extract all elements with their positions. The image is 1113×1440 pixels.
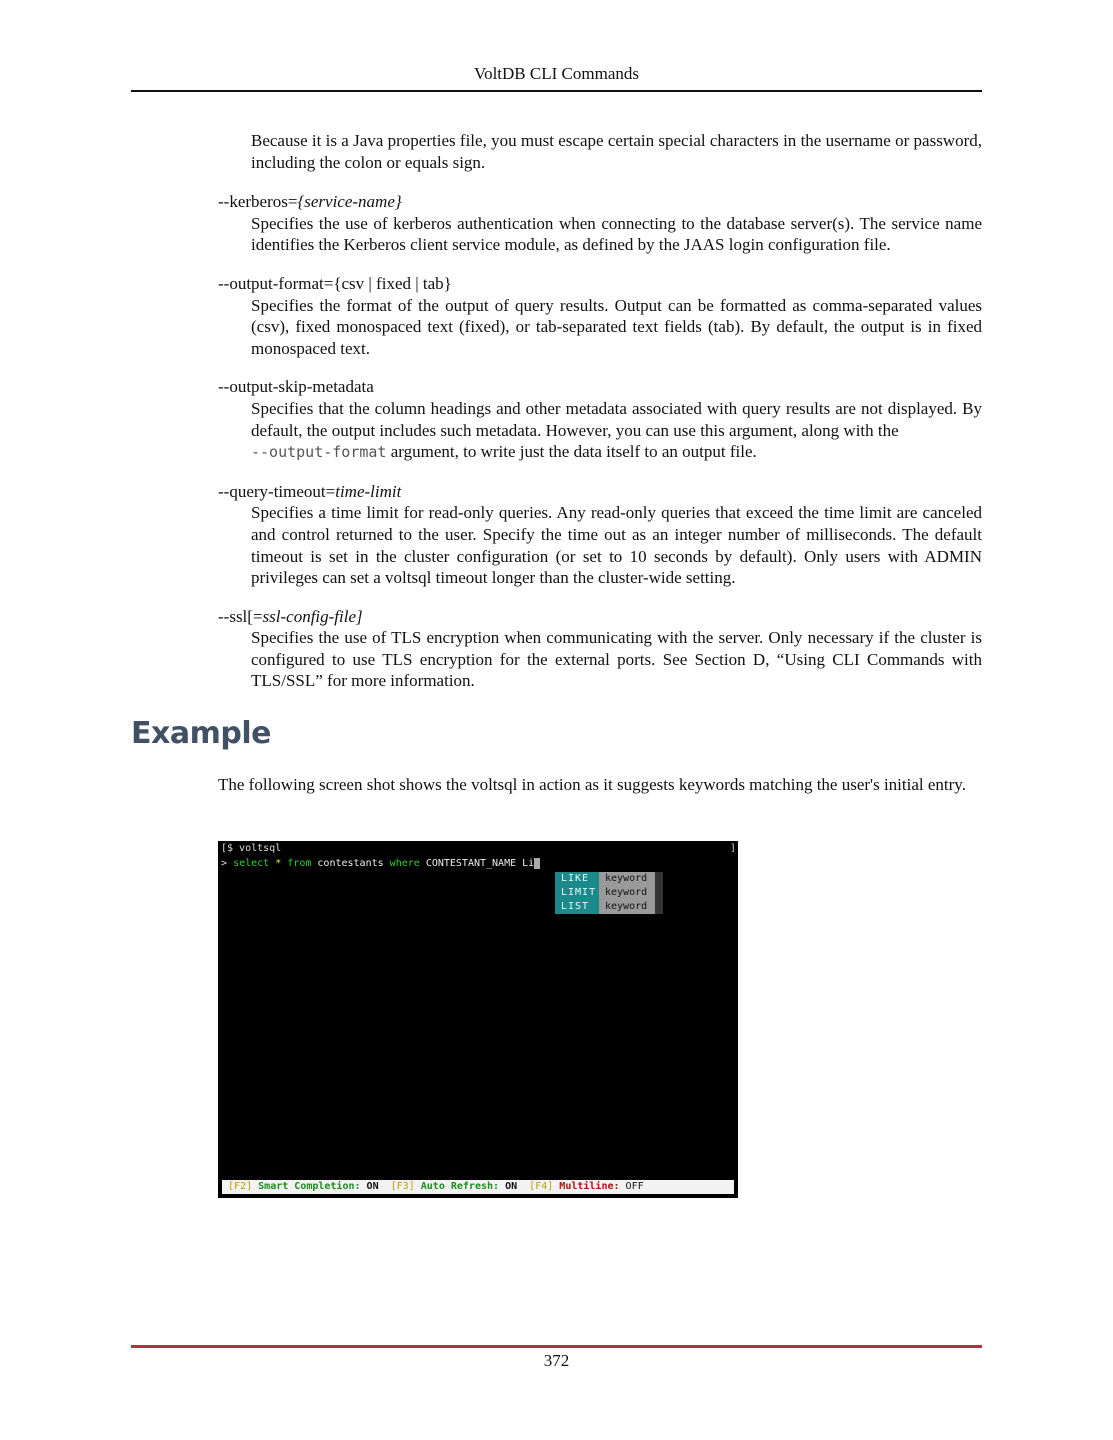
query-where-keyword: where	[389, 858, 420, 869]
option-term-output-skip-metadata	[218, 376, 982, 398]
option-param: {service-name}	[297, 192, 402, 212]
example-intro: The following screen shot shows the voltsql in action as it suggests keywords matching the user's initial entry.	[218, 775, 966, 794]
f3-label: Auto Refresh:	[420, 1181, 500, 1192]
option-flag: --output-format={csv | fixed | tab}	[218, 273, 452, 293]
header-rule	[131, 90, 982, 92]
completion-item[interactable]	[555, 872, 663, 886]
completion-meta: keyword	[599, 900, 655, 914]
option-term-output-format	[218, 273, 982, 295]
option-desc-query-timeout: Specifies a time limit for read-only queries. Any read-only queries that exceed the time limit are canceled and control returned to the user. Specify the time out as an integer number of milliseconds. The default timeout is set in the cluster configuration (or set to 10 seconds by default). Only users with ADMIN privileges can set a voltsql timeout longer than the cluster-wide setting.	[251, 503, 982, 588]
option-flag: --query-timeout=	[218, 481, 336, 501]
terminal-query-line	[221, 857, 540, 871]
option-flag: --output-skip-metadata	[218, 377, 374, 397]
terminal-title-bracket: ]	[729, 843, 736, 854]
query-from-keyword: from	[287, 858, 312, 869]
query-input: Li	[522, 858, 535, 869]
terminal-status-bar	[222, 1180, 734, 1194]
option-param: ssl-config-file]	[262, 606, 363, 626]
query-column: CONTESTANT_NAME	[425, 858, 517, 869]
completion-menu	[555, 872, 663, 914]
option-flag: --kerberos=	[218, 192, 298, 212]
f3-key[interactable]: [F3]	[390, 1181, 415, 1192]
completion-meta: keyword	[599, 886, 655, 900]
terminal-screenshot	[218, 841, 738, 1198]
f4-label: Multiline:	[559, 1181, 620, 1192]
completion-item[interactable]	[555, 886, 663, 900]
option-desc-output-skip-metadata	[251, 398, 982, 464]
completion-scrollbar	[655, 886, 663, 900]
terminal-title-line: [$ voltsql	[221, 843, 282, 854]
option-desc-part: Specifies that the column headings and other metadata associated with query results are not displayed. By default, the output includes such metadata. However, you can use this argument, along with the	[251, 398, 982, 440]
option-term-kerberos	[218, 191, 982, 213]
f3-value: ON	[505, 1181, 518, 1192]
completion-meta: keyword	[599, 872, 655, 886]
option-term-ssl	[218, 606, 982, 628]
completion-label: LIKE	[555, 872, 599, 886]
page-header-title: VoltDB CLI Commands	[474, 64, 639, 83]
option-desc-part: argument, to write just the data itself to an output file.	[390, 442, 757, 462]
query-select-keyword: select	[233, 858, 270, 869]
f2-key[interactable]: [F2]	[228, 1181, 253, 1192]
completion-label: LIMIT	[555, 886, 599, 900]
options-content	[218, 130, 982, 709]
f2-value: ON	[366, 1181, 379, 1192]
text-cursor	[534, 858, 540, 869]
option-desc-output-format: Specifies the format of the output of query results. Output can be formatted as comma-separated values (csv), fixed monospaced text (fixed), or tab-separated text fields (tab). By default, the output is in fixed monospaced text.	[251, 295, 982, 358]
query-table: contestants	[317, 858, 384, 869]
footer-rule	[131, 1345, 982, 1348]
completion-scrollbar	[655, 872, 663, 886]
prompt-symbol: >	[221, 858, 228, 869]
completion-item[interactable]	[555, 900, 663, 914]
query-star: *	[275, 858, 282, 869]
completion-label: LIST	[555, 900, 599, 914]
section-heading-example: Example	[131, 716, 271, 751]
page-number: 372	[543, 1351, 570, 1370]
inline-code: --output-format	[251, 443, 387, 462]
option-desc-ssl: Specifies the use of TLS encryption when communicating with the server. Only necessary if the cluster is configured to use TLS encryption for the external ports. See Section D, “Using CLI Commands with TLS/SSL” for more information.	[251, 628, 982, 691]
intro-paragraph: Because it is a Java properties file, you must escape certain special characters in the username or password, including the colon or equals sign.	[251, 131, 982, 172]
option-param: time-limit	[335, 481, 402, 501]
f4-key[interactable]: [F4]	[529, 1181, 554, 1192]
f4-value: OFF	[625, 1181, 644, 1192]
completion-scrollbar	[655, 900, 663, 914]
option-flag: --ssl[=	[218, 606, 263, 626]
option-term-query-timeout	[218, 481, 982, 503]
f2-label: Smart Completion:	[258, 1181, 361, 1192]
option-desc-kerberos: Specifies the use of kerberos authentication when connecting to the database server(s). The service name identifies the Kerberos client service module, as defined by the JAAS login configuration file.	[251, 213, 982, 255]
